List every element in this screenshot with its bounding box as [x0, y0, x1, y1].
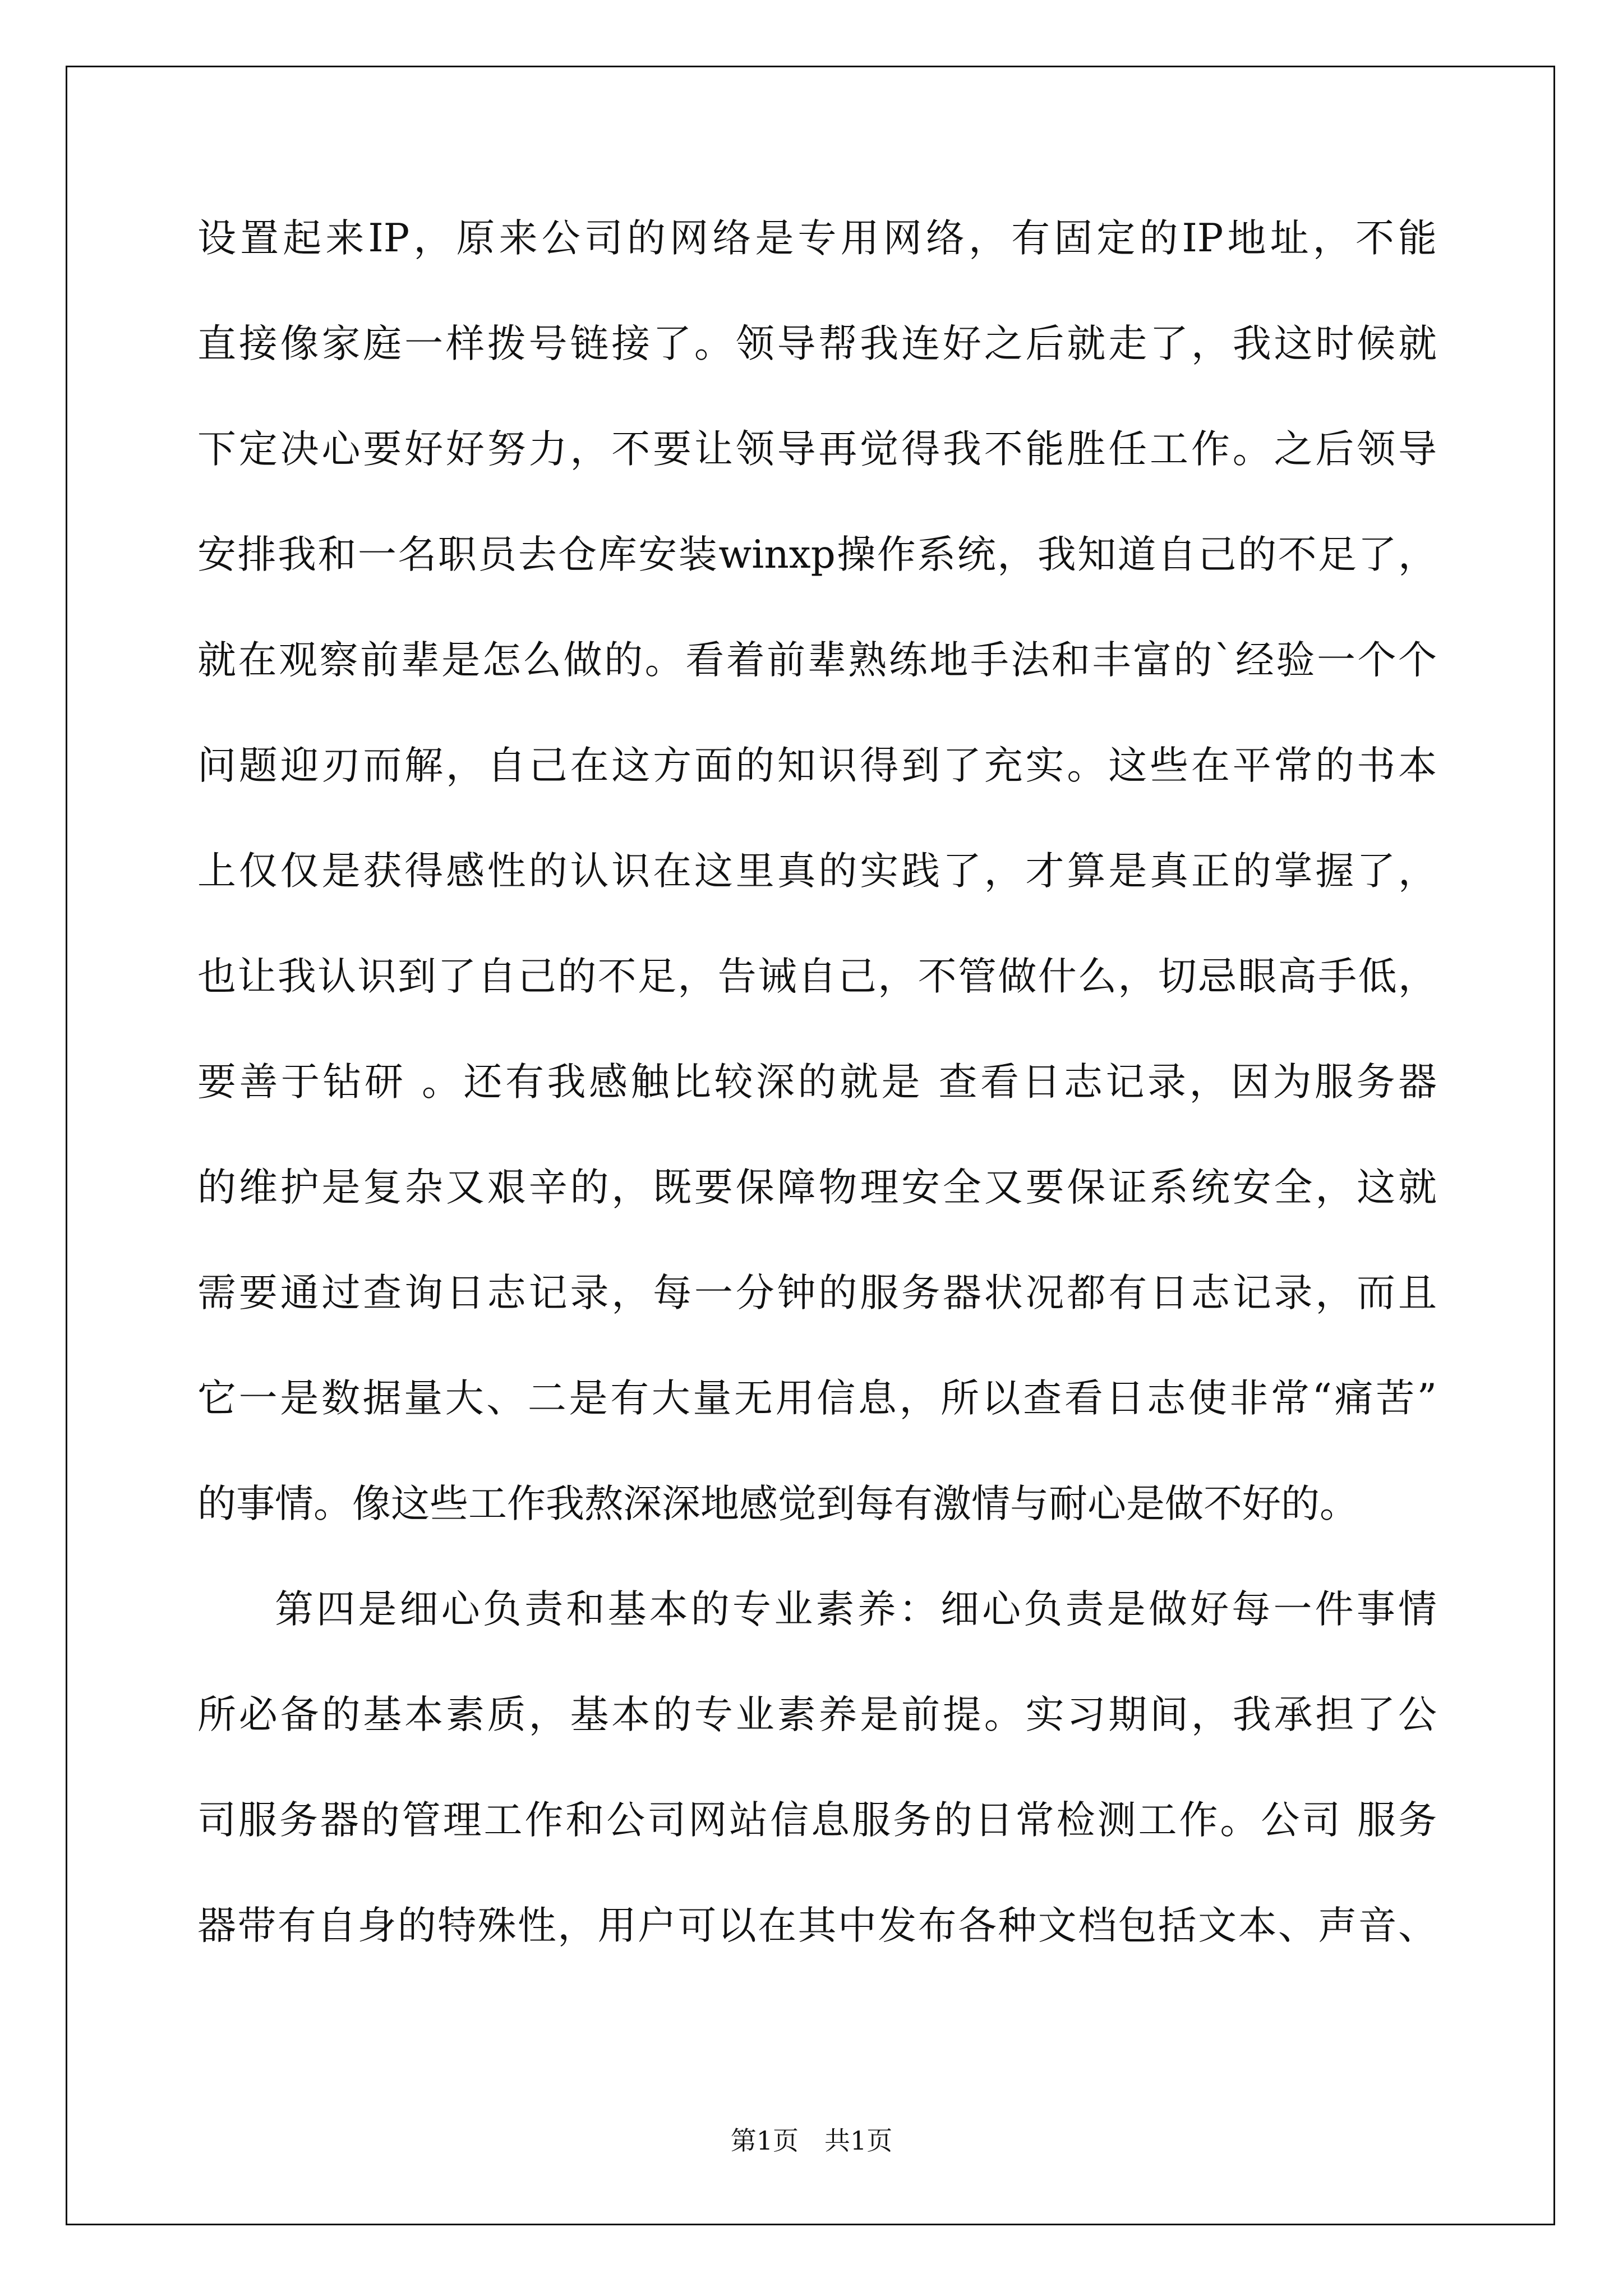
text-line: 下定决心要好好努力，不要让领导再觉得我不能胜任工作。之后领导	[197, 427, 1437, 472]
text-line: 需要通过查询日志记录，每一分钟的服务器状况都有日志记录，而且	[197, 1271, 1437, 1315]
text-line: 要善于钻研 。还有我感触比较深的就是 查看日志记录，因为服务器	[197, 1060, 1437, 1105]
text-line: 也让我认识到了自己的不足，告诫自己，不管做什么，切忌眼高手低，	[197, 954, 1437, 999]
text-line: 司服务器的管理工作和公司网站信息服务的日常检测工作。公司 服务	[197, 1798, 1437, 1843]
text-line: 的维护是复杂又艰辛的，既要保障物理安全又要保证系统安全，这就	[197, 1165, 1437, 1210]
page-total: 共1页	[824, 2125, 893, 2156]
text-line: 所必备的基本素质，基本的专业素养是前提。实习期间，我承担了公	[197, 1692, 1437, 1737]
text-line: 安排我和一名职员去仓库安装winxp操作系统，我知道自己的不足了，	[197, 532, 1437, 577]
page-number: 第1页	[730, 2125, 799, 2156]
text-line: 的事情。像这些工作我熬深深地感觉到每有激情与耐心是做不好的。	[197, 1481, 1358, 1526]
paragraph-first-line: 第四是细心负责和基本的专业素养：细心负责是做好每一件事情	[275, 1587, 1437, 1632]
text-line: 设置起来IP，原来公司的网络是专用网络，有固定的IP地址，不能	[197, 216, 1437, 261]
document-body	[197, 212, 1437, 2005]
text-line: 它一是数据量大、二是有大量无用信息，所以查看日志使非常“痛苦”	[197, 1376, 1437, 1421]
text-line: 就在观察前辈是怎么做的。看着前辈熟练地手法和丰富的`经验一个个	[197, 638, 1437, 683]
page-footer	[0, 2120, 1623, 2157]
text-line: 器带有自身的特殊性，用户可以在其中发布各种文档包括文本、声音、	[197, 1903, 1437, 1948]
text-line: 直接像家庭一样拨号链接了。领导帮我连好之后就走了，我这时候就	[197, 321, 1437, 366]
text-line: 上仅仅是获得感性的认识在这里真的实践了，才算是真正的掌握了，	[197, 849, 1437, 894]
text-line: 问题迎刃而解，自己在这方面的知识得到了充实。这些在平常的书本	[197, 743, 1437, 788]
